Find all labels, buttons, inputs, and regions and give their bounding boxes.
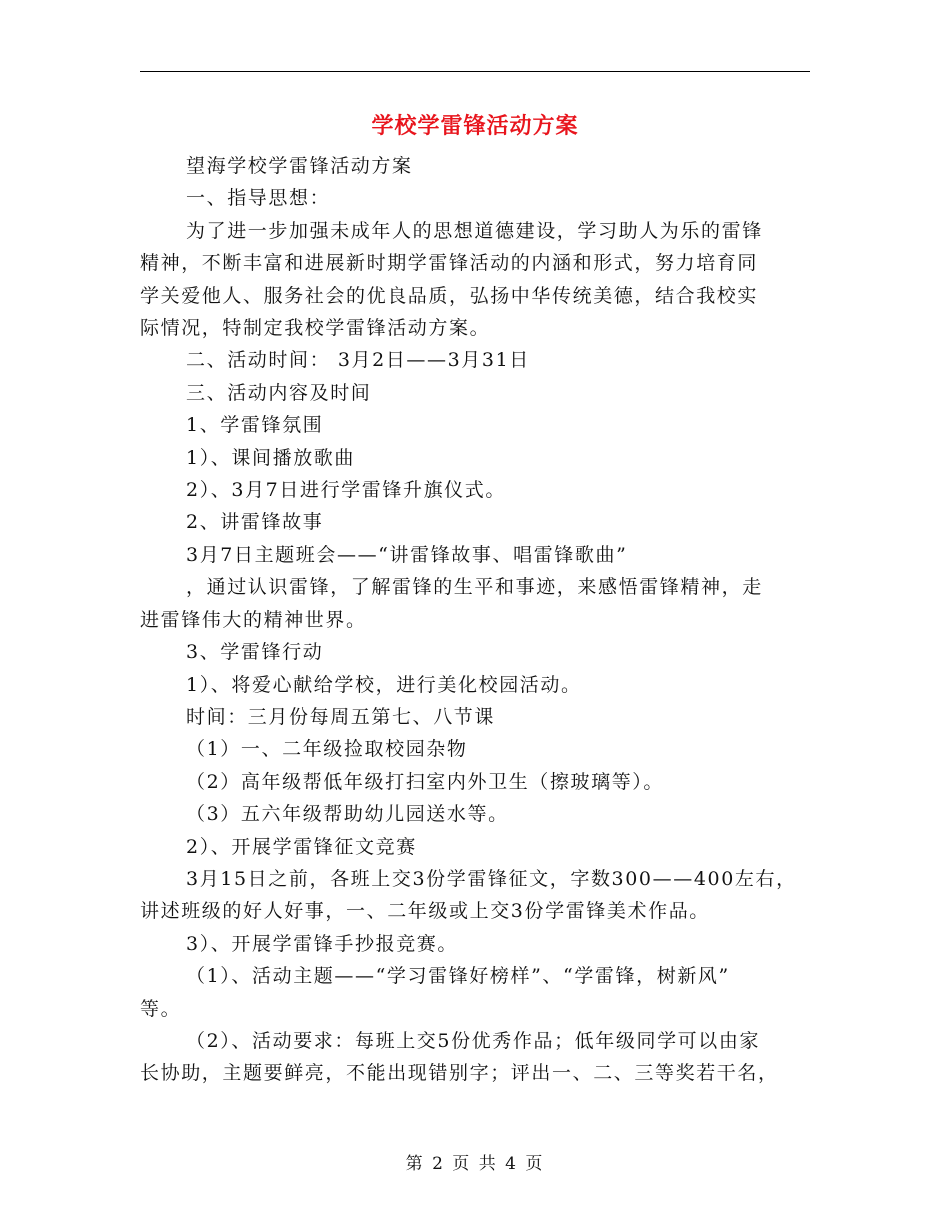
body-line: 一、指导思想：	[186, 187, 331, 210]
body-line: 3月15日之前，各班上交3份学雷锋征文，字数300——400左右，	[186, 867, 797, 890]
body-line: 1）、将爱心献给学校，进行美化校园活动。	[186, 673, 582, 696]
body-line: 时间：三月份每周五第七、八节课	[186, 705, 496, 728]
body-line: 2）、开展学雷锋征文竞赛	[186, 835, 417, 858]
body-line: 为了进一步加强未成年人的思想道德建设，学习助人为乐的雷锋	[186, 219, 763, 242]
body-line: 进雷锋伟大的精神世界。	[140, 608, 367, 631]
body-line: 2）、3月7日进行学雷锋升旗仪式。	[186, 479, 506, 502]
body-line: ，通过认识雷锋，了解雷锋的生平和事迹，来感悟雷锋精神，走	[186, 576, 763, 599]
body-line: 长协助，主题要鲜亮，不能出现错别字；评出一、二、三等奖若干名，	[140, 1062, 779, 1085]
body-line: 望海学校学雷锋活动方案	[186, 155, 413, 177]
document-title: 学校学雷锋活动方案	[371, 113, 579, 139]
document-body	[140, 150, 812, 1090]
body-line: 等。	[140, 997, 182, 1020]
header-rule	[140, 71, 810, 72]
body-line: 学关爱他人、服务社会的优良品质，弘扬中华传统美德，结合我校实	[140, 284, 759, 307]
body-line: 际情况，特制定我校学雷锋活动方案。	[140, 317, 491, 340]
page-footer: 第 2 页 共 4 页	[405, 1154, 545, 1174]
body-line: 讲述班级的好人好事，一、二年级或上交3份学雷锋美术作品。	[140, 900, 710, 923]
body-line: （2）、活动要求：每班上交5份优秀作品；低年级同学可以由家	[186, 1029, 761, 1052]
body-line: 3）、开展学雷锋手抄报竞赛。	[186, 932, 458, 955]
body-line: （3）五六年级帮助幼儿园送水等。	[186, 803, 509, 826]
body-line: 3、学雷锋行动	[186, 641, 324, 664]
body-line: 三、活动内容及时间	[186, 381, 372, 404]
body-line: （1）一、二年级捡取校园杂物	[186, 738, 468, 761]
body-line: 1）、课间播放歌曲	[186, 446, 355, 469]
body-line: 1、学雷锋氛围	[186, 414, 324, 437]
body-line: 精神，不断丰富和进展新时期学雷锋活动的内涵和形式，努力培育同	[140, 252, 759, 275]
body-line: （1）、活动主题——“学习雷锋好榜样”、“学雷锋，树新风”	[186, 965, 730, 988]
body-line: 二、活动时间： 3月2日——3月31日	[186, 349, 530, 372]
body-line: 3月7日主题班会——“讲雷锋故事、唱雷锋歌曲”	[186, 543, 628, 566]
body-line: （2）高年级帮低年级打扫室内外卫生（擦玻璃等）。	[186, 770, 664, 793]
body-line: 2、讲雷锋故事	[186, 511, 324, 534]
